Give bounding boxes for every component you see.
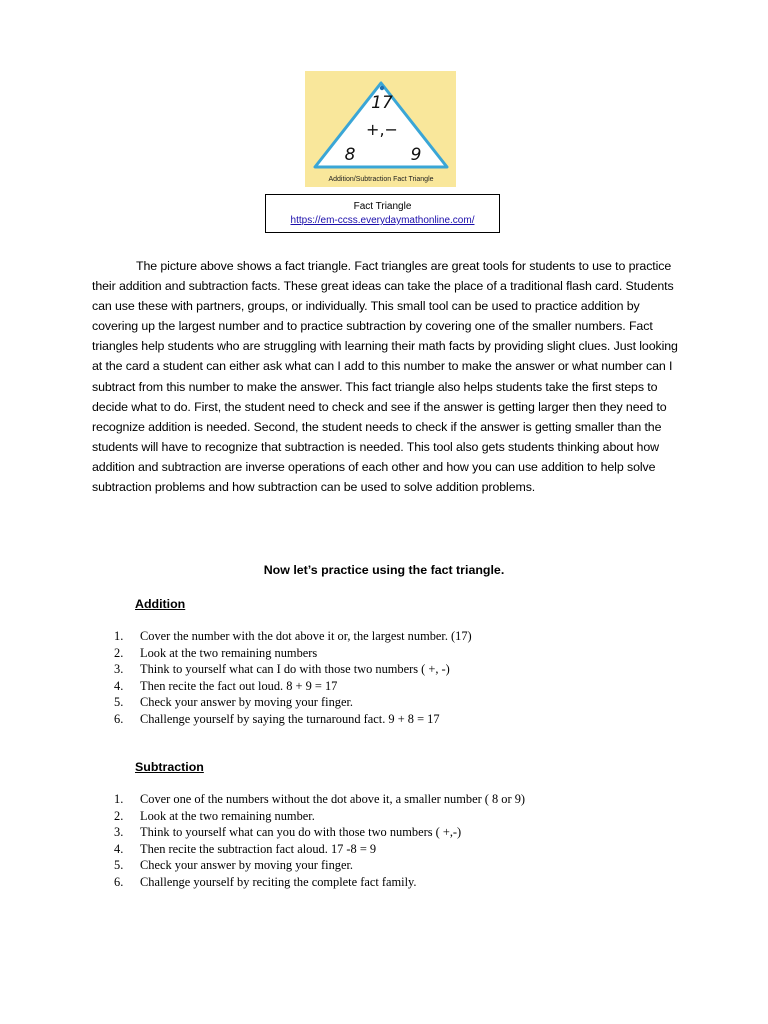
step-number: 2. xyxy=(114,645,124,660)
top-number: 17 xyxy=(371,93,393,113)
caption-box xyxy=(265,194,500,233)
figure-caption: Addition/Subtraction Fact Triangle xyxy=(328,176,434,183)
step-number: 5. xyxy=(114,695,124,709)
step-number: 4. xyxy=(114,678,124,693)
step-number: 5. xyxy=(114,858,124,872)
addition-step xyxy=(110,694,472,711)
bottom-left-number: 8 xyxy=(344,145,356,165)
step-number: 6. xyxy=(114,874,124,889)
operator-signs: +,− xyxy=(366,120,398,139)
addition-step xyxy=(110,628,472,645)
bottom-right-number: 9 xyxy=(410,145,422,165)
fact-triangle-graphic xyxy=(305,71,456,187)
fact-triangle-figure xyxy=(305,71,456,187)
subtraction-steps-list xyxy=(110,791,525,890)
step-number: 2. xyxy=(114,808,124,823)
addition-steps-list xyxy=(110,628,472,727)
step-text: Check your answer by moving your finger. xyxy=(140,858,354,872)
body-text: The picture above shows a fact triangle. Fact triangles are great tools for students to use to practice their addition and subtraction facts. These great ideas can take the place of a traditional flash card. Students can use these with partners, groups, or individually. This small tool can be used to practice addition by covering up the largest number and to practice subtraction by covering one of the smaller numbers. Fact triangles help students who are struggling with learning their math facts by providing slight clues. Just looking at the card a student can either ask what can I add to this number to make the answer or what number can I subtract from this number to make the answer. This fact triangle also helps students take the first steps to decide what to do. First, the student need to check and see if the answer is getting larger then they need to recognize addition is needed. Second, the student needs to check if the answer is getting smaller than the students will have to recognize that subtraction is needed. This tool also gets students thinking about how addition and subtraction are inverse operations of each other and how you can use addition to help solve subtraction problems and how subtraction can be used to solve addition problems. xyxy=(92,259,678,495)
step-text: Challenge yourself by reciting the complete fact family. xyxy=(140,874,417,889)
addition-step xyxy=(110,661,472,678)
subtraction-heading: Subtraction xyxy=(135,760,204,774)
practice-heading: Now let’s practice using the fact triangle. xyxy=(263,563,505,577)
dot-marker xyxy=(380,86,384,90)
step-text: Think to yourself what can I do with those two numbers ( +, -) xyxy=(140,662,450,676)
step-text: Then recite the fact out loud. 8 + 9 = 17 xyxy=(140,678,338,693)
addition-step xyxy=(110,645,472,662)
step-number: 3. xyxy=(114,825,124,839)
step-number: 1. xyxy=(114,629,124,643)
addition-heading: Addition xyxy=(135,597,186,611)
step-text: Cover one of the numbers without the dot above it, a smaller number ( 8 or 9) xyxy=(140,792,526,806)
subtraction-step xyxy=(110,824,525,841)
subtraction-step xyxy=(110,874,525,891)
caption-title: Fact Triangle xyxy=(353,201,412,212)
addition-step xyxy=(110,711,472,728)
step-number: 3. xyxy=(114,662,124,676)
step-text: Look at the two remaining number. xyxy=(140,808,315,823)
subtraction-step xyxy=(110,808,525,825)
step-text: Check your answer by moving your finger. xyxy=(140,695,354,709)
subtraction-step xyxy=(110,857,525,874)
step-text: Cover the number with the dot above it or, the largest number. (17) xyxy=(140,629,472,643)
subtraction-step xyxy=(110,841,525,858)
step-text: Challenge yourself by saying the turnaround fact. 9 + 8 = 17 xyxy=(140,711,440,726)
step-text: Look at the two remaining numbers xyxy=(140,645,318,660)
step-number: 6. xyxy=(114,711,124,726)
step-number: 4. xyxy=(114,841,124,856)
step-number: 1. xyxy=(114,792,124,806)
addition-step xyxy=(110,678,472,695)
step-text: Then recite the subtraction fact aloud. 17 -8 = 9 xyxy=(140,841,377,856)
subtraction-step xyxy=(110,791,525,808)
step-text: Think to yourself what can you do with those two numbers ( +,-) xyxy=(140,825,462,839)
source-link[interactable]: https://em-ccss.everydaymathonline.com/ xyxy=(290,215,475,226)
body-paragraph xyxy=(92,256,684,497)
